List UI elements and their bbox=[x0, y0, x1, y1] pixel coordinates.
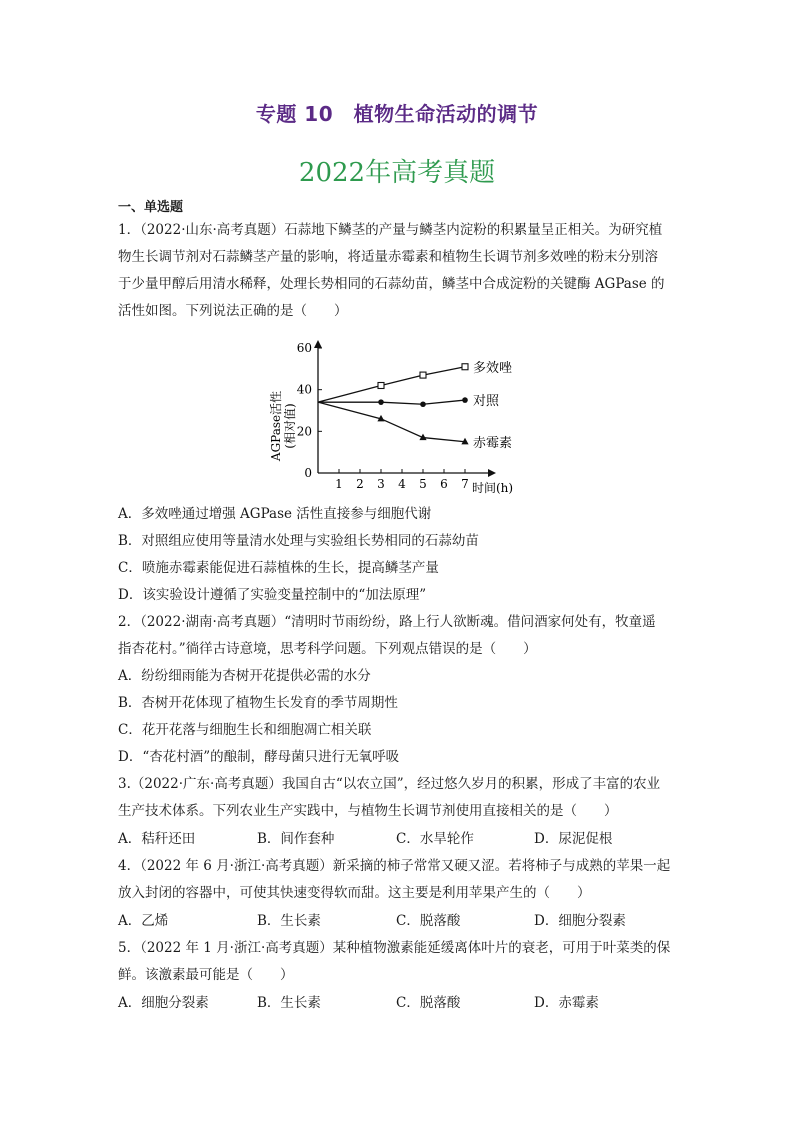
series-line-0 bbox=[318, 367, 465, 402]
q4-line-2: 放入封闭的容器中，可使其快速变得软而甜。这主要是利用苹果产生的（ ） bbox=[118, 885, 591, 901]
q1-option-b: B．对照组应使用等量清水处理与实验组长势相同的石蒜幼苗 bbox=[118, 533, 479, 549]
q5-option-b: B．生长素 bbox=[257, 995, 321, 1011]
x-tick-label: 7 bbox=[461, 477, 469, 491]
x-tick-label: 5 bbox=[419, 477, 427, 491]
section-heading: 一、单选题 bbox=[118, 200, 184, 215]
q3-option-b: B．间作套种 bbox=[257, 831, 335, 847]
q2-line-2: 指杏花村。”徜徉古诗意境，思考科学问题。下列观点错误的是（ ） bbox=[118, 641, 537, 657]
q2-option-a: A．纷纷细雨能为杏树开花提供必需的水分 bbox=[118, 668, 371, 684]
q4-option-d: D．细胞分裂素 bbox=[534, 913, 626, 929]
q3-option-a: A．秸秆还田 bbox=[118, 831, 196, 847]
q5-option-a: A．细胞分裂素 bbox=[118, 995, 209, 1011]
data-point bbox=[420, 372, 426, 378]
q5-option-d: D．赤霉素 bbox=[534, 995, 599, 1011]
series-label: 对照 bbox=[473, 394, 500, 410]
q1-line-3: 于少量甲醇后用清水稀释，处理长势相同的石蒜幼苗，鳞茎中合成淀粉的关键酶 AGPase 的 bbox=[118, 276, 665, 292]
x-axis-label: 时间(h) bbox=[472, 481, 514, 495]
data-point bbox=[420, 401, 426, 407]
q5-line-2: 鲜。该激素最可能是（ ） bbox=[118, 967, 294, 983]
x-tick-label: 3 bbox=[377, 477, 385, 491]
q4-option-a: A．乙烯 bbox=[118, 913, 169, 929]
chart-series bbox=[318, 361, 513, 451]
series-label: 多效唑 bbox=[473, 360, 513, 376]
y-tick-label: 20 bbox=[296, 424, 312, 439]
q3-option-c: C．水旱轮作 bbox=[396, 831, 474, 847]
q2-option-d: D．“杏花村酒”的酿制，酵母菌只进行无氧呼吸 bbox=[118, 749, 400, 765]
y-axis-unit: (相对值) bbox=[283, 403, 297, 449]
x-axis-arrow bbox=[488, 469, 496, 477]
page-subtitle: 2022年高考真题 bbox=[298, 158, 496, 188]
page-title: 专题 10 植物生命活动的调节 bbox=[255, 102, 539, 126]
q1-line-2: 物生长调节剂对石蒜鳞茎产量的影响，将适量赤霉素和植物生长调节剂多效唑的粉末分别溶 bbox=[118, 249, 658, 265]
q4-option-c: C．脱落酸 bbox=[396, 913, 461, 929]
q5-line-1: 5．（2022 年 1 月·浙江·高考真题）某种植物激素能延缓离体叶片的衰老，可用于叶菜类的保 bbox=[118, 940, 671, 956]
data-point bbox=[378, 383, 384, 389]
agpase-line-chart bbox=[262, 336, 532, 502]
q1-option-c: C．喷施赤霉素能促进石蒜植株的生长，提高鳞茎产量 bbox=[118, 560, 439, 576]
x-tick-label: 1 bbox=[335, 477, 343, 491]
data-point bbox=[462, 364, 468, 370]
q2-option-c: C．花开花落与细胞生长和细胞凋亡相关联 bbox=[118, 722, 372, 738]
series-line-1 bbox=[318, 400, 465, 404]
q2-option-b: B．杏树开花体现了植物生长发育的季节周期性 bbox=[118, 695, 398, 711]
y-tick-label: 40 bbox=[296, 382, 312, 397]
q3-line-1: 3.（2022·广东·高考真题）我国自古“以农立国”，经过悠久岁月的积累，形成了丰富的农业 bbox=[118, 776, 661, 792]
data-point bbox=[378, 399, 384, 405]
data-point bbox=[462, 397, 468, 403]
q4-line-1: 4．（2022 年 6 月·浙江·高考真题）新采摘的柿子常常又硬又涩。若将柿子与成熟的苹果一起 bbox=[118, 858, 671, 874]
q1-option-a: A．多效唑通过增强 AGPase 活性直接参与细胞代谢 bbox=[118, 506, 432, 522]
y-axis-label: AGPase活性 bbox=[269, 390, 283, 462]
x-tick-label: 2 bbox=[356, 477, 364, 491]
y-tick-label: 60 bbox=[296, 341, 312, 355]
q3-line-2: 生产技术体系。下列农业生产实践中，与植物生长调节剂使用直接相关的是（ ） bbox=[118, 803, 618, 819]
x-tick-label: 6 bbox=[440, 477, 448, 491]
q1-option-d: D．该实验设计遵循了实验变量控制中的“加法原理” bbox=[118, 587, 427, 603]
q1-line-4: 活性如图。下列说法正确的是（ ） bbox=[118, 303, 348, 319]
series-line-2 bbox=[318, 402, 465, 442]
chart-ticks bbox=[297, 341, 469, 491]
y-axis-arrow bbox=[314, 340, 322, 348]
q5-option-c: C．脱落酸 bbox=[396, 995, 461, 1011]
q3-option-d: D．尿泥促根 bbox=[534, 831, 613, 847]
q4-option-b: B．生长素 bbox=[257, 913, 321, 929]
y-tick-label: 0 bbox=[304, 466, 312, 480]
series-label: 赤霉素 bbox=[473, 435, 513, 451]
q2-line-1: 2．（2022·湖南·高考真题）“清明时节雨纷纷，路上行人欲断魂。借问酒家何处有，牧童遥 bbox=[118, 614, 656, 630]
q1-line-1: 1．（2022·山东·高考真题）石蒜地下鳞茎的产量与鳞茎内淀粉的积累量呈正相关。为研究植 bbox=[118, 222, 663, 238]
x-tick-label: 4 bbox=[398, 477, 406, 491]
